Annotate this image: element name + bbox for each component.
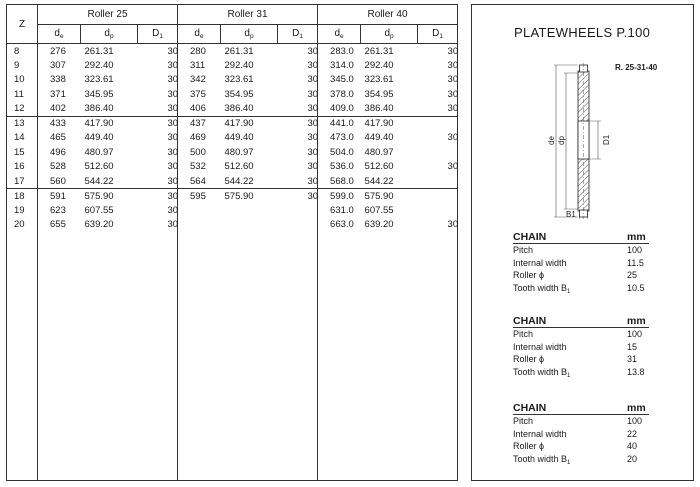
cell-d1: 30 — [167, 118, 179, 129]
cell-d1: 30 — [167, 59, 179, 71]
cell-de: 345.0 — [318, 73, 361, 88]
group-header-roller-25: Roller 25 — [38, 5, 178, 25]
cell-dp: 639.20 — [364, 219, 394, 231]
cell-de: 441.0 — [318, 116, 361, 131]
col-header-de: $d_e$ — [178, 25, 221, 44]
cell-de: 532 — [178, 160, 221, 175]
cell-dp: 512.60 — [364, 161, 394, 173]
z-header: Z — [7, 5, 38, 44]
cell-dp: 544.22 — [81, 174, 138, 189]
cell-de: 599.0 — [318, 189, 361, 204]
cell-dp: 354.95 — [224, 88, 254, 100]
cell-de: 564 — [178, 174, 221, 189]
chain-row-internal-width: Internal width 11.5 — [513, 257, 644, 268]
table-row — [7, 189, 458, 204]
cell-de: 500 — [178, 145, 221, 160]
label-de: de — [547, 136, 556, 145]
cell-d1: 30 — [278, 102, 318, 117]
roller-reference: R. 25-31-40 — [615, 63, 658, 72]
cell-d1 — [278, 203, 318, 218]
filler-cell — [318, 232, 361, 481]
cell-de: 663.0 — [318, 218, 361, 233]
cell-dp: 449.40 — [84, 132, 114, 144]
cell-d1: 30 — [167, 88, 179, 100]
platewheel-info-panel — [471, 4, 694, 481]
cell-de — [178, 218, 221, 233]
cell-d1: 30 — [447, 45, 459, 57]
cell-d1: 30 — [447, 74, 459, 86]
cell-dp: 480.97 — [84, 146, 114, 158]
cell-dp: 323.61 — [224, 74, 254, 86]
chain-header: CHAIN mm — [513, 401, 649, 415]
cell-dp: 261.31 — [364, 45, 394, 57]
cell-dp: 449.40 — [364, 132, 394, 144]
cell-de: 342 — [178, 73, 221, 88]
chain-row-pitch: Pitch 100 — [513, 329, 643, 339]
group-header-roller-31: Roller 31 — [178, 5, 318, 25]
cell-de: 623 — [38, 203, 81, 218]
cell-de: 504.0 — [318, 145, 361, 160]
filler-cell — [178, 232, 221, 481]
cell-de: 631.0 — [318, 203, 361, 218]
cell-de: 465 — [38, 131, 81, 146]
cell-d1: 30 — [447, 59, 459, 71]
cell-de: 473.0 — [318, 131, 361, 146]
cell-d1: 30 — [307, 45, 319, 57]
cell-de: 375 — [178, 87, 221, 102]
cell-de: 528 — [38, 160, 81, 175]
cell-d1: 30 — [307, 161, 319, 173]
chain-row-internal-width: Internal width 15 — [513, 341, 638, 352]
cell-dp: 261.31 — [84, 45, 114, 57]
chain-row-tooth-width: Tooth width $B_1$ 20 — [513, 453, 638, 466]
chain-row-pitch: Pitch 100 — [513, 416, 643, 426]
label-d1: D1 — [602, 134, 611, 145]
cell-z: 9 — [14, 59, 20, 71]
cell-dp: 480.97 — [224, 146, 254, 158]
col-header-dp: $d_p$ — [361, 25, 418, 44]
cell-dp: 323.61 — [364, 74, 394, 86]
cell-d1: 30 — [307, 74, 319, 86]
cell-d1: 30 — [167, 132, 179, 144]
cell-dp: 417.90 — [84, 118, 114, 129]
cell-d1: 30 — [278, 174, 318, 189]
cell-de: 595 — [178, 189, 221, 204]
table-row — [7, 203, 458, 218]
cell-d1: 30 — [167, 45, 179, 57]
cell-z: 17 — [7, 174, 38, 189]
col-header-d1: $D_1$ — [138, 25, 178, 44]
cell-de: 409.0 — [318, 102, 361, 117]
filler-cell — [418, 232, 458, 481]
cell-de: 371 — [38, 87, 81, 102]
chain-row-pitch: Pitch 100 — [513, 245, 643, 255]
cell-d1 — [418, 189, 458, 204]
cell-d1 — [418, 203, 458, 218]
cell-d1: 30 — [138, 174, 178, 189]
cell-d1 — [418, 174, 458, 189]
table-row — [7, 160, 458, 175]
cell-d1: 30 — [307, 88, 319, 100]
cell-d1: 30 — [447, 219, 459, 231]
cell-d1: 30 — [307, 132, 319, 144]
col-header-dp: $d_p$ — [221, 25, 278, 44]
cell-z: 20 — [14, 219, 25, 231]
cell-d1 — [418, 145, 458, 160]
cell-dp: 544.22 — [361, 174, 418, 189]
group-header-roller-40: Roller 40 — [318, 5, 458, 25]
cell-z: 13 — [14, 118, 25, 129]
chain-row-roller: Roller ϕ 40 — [513, 441, 638, 451]
col-header-de: $d_e$ — [38, 25, 81, 44]
col-header-d1: $D_1$ — [278, 25, 318, 44]
chain-spec-roller-40 — [513, 401, 649, 465]
chain-header: CHAIN mm — [513, 314, 649, 328]
cell-d1: 30 — [447, 88, 459, 100]
filler-cell — [38, 232, 81, 481]
filler-cell — [138, 232, 178, 481]
cell-d1: 30 — [447, 161, 459, 173]
cell-de: 568.0 — [318, 174, 361, 189]
cell-d1: 30 — [307, 118, 319, 129]
cell-dp: 354.95 — [364, 88, 394, 100]
cell-de: 276 — [38, 44, 81, 59]
cell-z: 11 — [14, 88, 24, 100]
cell-dp: 480.97 — [364, 146, 394, 158]
cell-d1 — [278, 218, 318, 233]
cell-de: 433 — [38, 116, 81, 131]
cell-z: 10 — [14, 74, 25, 86]
cell-dp: 607.55 — [84, 204, 114, 216]
table-row — [7, 174, 458, 189]
cell-d1: 30 — [167, 146, 179, 158]
cell-de: 560 — [38, 174, 81, 189]
chain-row-roller: Roller ϕ 25 — [513, 270, 638, 280]
cell-dp: 292.40 — [364, 59, 394, 71]
cell-dp — [221, 218, 278, 233]
chain-row-tooth-width: Tooth width $B_1$ 10.5 — [513, 282, 645, 295]
col-header-dp: $d_p$ — [81, 25, 138, 44]
cell-z: 16 — [14, 161, 25, 173]
table-row — [7, 116, 458, 131]
cell-de: 283.0 — [318, 44, 361, 59]
cell-d1: 30 — [138, 102, 178, 117]
cell-d1: 30 — [307, 190, 319, 202]
chain-spec-roller-25 — [513, 230, 649, 294]
cell-dp: 261.31 — [224, 45, 254, 57]
cell-de: 402 — [38, 102, 81, 117]
cell-d1: 30 — [307, 59, 319, 71]
filler-cell — [361, 232, 418, 481]
cell-d1: 30 — [447, 132, 459, 144]
chain-row-internal-width: Internal width 22 — [513, 428, 638, 439]
cell-dp: 323.61 — [84, 74, 114, 86]
table-row — [7, 73, 458, 88]
cell-dp: 417.90 — [364, 118, 394, 129]
cell-dp: 386.40 — [81, 102, 138, 117]
filler-cell — [7, 232, 38, 481]
cell-de: 280 — [178, 44, 221, 59]
cell-dp: 512.60 — [224, 161, 254, 173]
cell-dp: 575.90 — [364, 190, 394, 202]
cell-dp: 639.20 — [84, 219, 114, 231]
cell-z: 19 — [14, 204, 25, 216]
cell-dp: 607.55 — [364, 204, 394, 216]
cell-de: 469 — [178, 131, 221, 146]
cell-dp: 292.40 — [84, 59, 114, 71]
table-row — [7, 87, 458, 102]
cell-d1: 30 — [167, 74, 179, 86]
cell-dp: 544.22 — [221, 174, 278, 189]
chain-spec-roller-31 — [513, 314, 649, 378]
cell-de: 314.0 — [318, 58, 361, 73]
cell-d1: 30 — [418, 102, 458, 117]
cell-z: 18 — [14, 190, 25, 202]
chain-row-roller: Roller ϕ 31 — [513, 354, 638, 364]
cell-z: 15 — [14, 146, 25, 158]
chain-header: CHAIN mm — [513, 230, 649, 244]
cell-d1: 30 — [167, 161, 179, 173]
cell-de: 338 — [38, 73, 81, 88]
panel-title: PLATEWHEELS P.100 — [514, 25, 651, 40]
platewheel-cross-section-drawing — [548, 63, 620, 219]
table-row — [7, 58, 458, 73]
table-row — [7, 218, 458, 233]
cell-dp: 386.40 — [361, 102, 418, 117]
filler-cell — [221, 232, 278, 481]
cell-z: 14 — [14, 132, 25, 144]
filler-cell — [81, 232, 138, 481]
cell-de: 496 — [38, 145, 81, 160]
cell-dp: 575.90 — [224, 190, 254, 202]
label-dp: dp — [557, 136, 566, 145]
cell-de: 437 — [178, 116, 221, 131]
cell-dp: 512.60 — [84, 161, 114, 173]
cell-de: 536.0 — [318, 160, 361, 175]
cell-de: 311 — [178, 58, 221, 73]
filler-cell — [278, 232, 318, 481]
cell-d1: 30 — [307, 146, 319, 158]
cell-de — [178, 203, 221, 218]
cell-de: 406 — [178, 102, 221, 117]
cell-dp: 417.90 — [224, 118, 254, 129]
table-row — [7, 44, 458, 59]
cell-d1: 30 — [167, 190, 179, 202]
cell-d1: 30 — [167, 219, 179, 231]
cell-de: 307 — [38, 58, 81, 73]
cell-z: 12 — [7, 102, 38, 117]
cell-dp: 449.40 — [224, 132, 254, 144]
cell-z: 8 — [14, 45, 20, 57]
cell-de: 591 — [38, 189, 81, 204]
cell-d1: 30 — [167, 204, 179, 216]
cell-de: 655 — [38, 218, 81, 233]
cell-dp: 386.40 — [221, 102, 278, 117]
table-row — [7, 102, 458, 117]
cell-dp: 292.40 — [224, 59, 254, 71]
col-header-de: $d_e$ — [318, 25, 361, 44]
label-b1: B1 — [566, 210, 576, 219]
cell-dp — [221, 203, 278, 218]
table-row — [7, 145, 458, 160]
chain-row-tooth-width: Tooth width $B_1$ 13.8 — [513, 366, 645, 379]
table-row — [7, 131, 458, 146]
table-filler-row — [7, 232, 458, 481]
cell-d1 — [418, 116, 458, 131]
col-header-d1: $D_1$ — [418, 25, 458, 44]
cell-de: 378.0 — [318, 87, 361, 102]
platewheel-dimension-table — [6, 4, 458, 481]
cell-dp: 575.90 — [84, 190, 114, 202]
cell-dp: 345.95 — [84, 88, 114, 100]
